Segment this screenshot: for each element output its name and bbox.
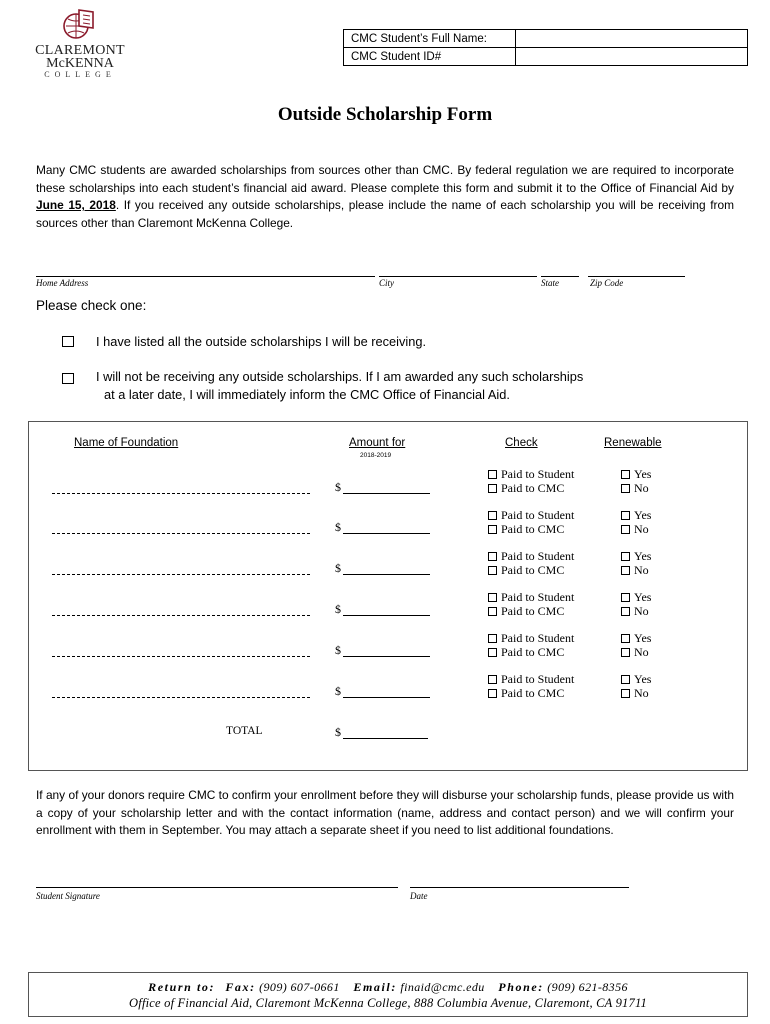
foundations-table [28, 421, 748, 771]
paid-to-cmc-checkbox[interactable] [488, 484, 497, 493]
paid-to-student-label: Paid to Student [501, 672, 575, 686]
date-field[interactable] [410, 887, 629, 888]
foundation-name-field[interactable] [52, 697, 310, 698]
paid-to-student-label: Paid to Student [501, 508, 575, 522]
total-amount-field[interactable] [343, 738, 428, 739]
paid-to-student-checkbox[interactable] [488, 634, 497, 643]
renewable-no-option[interactable] [621, 563, 649, 577]
office-address: Office of Financial Aid, Claremont McKenna College, 888 Columbia Avenue, Claremont, CA 91711 [129, 996, 647, 1010]
deadline-date: June 15, 2018 [36, 198, 116, 213]
amount-field[interactable] [343, 574, 430, 575]
renewable-no-label: No [634, 686, 649, 700]
paid-to-cmc-checkbox[interactable] [488, 607, 497, 616]
foundation-name-field[interactable] [52, 574, 310, 575]
paid-to-cmc-label: Paid to CMC [501, 604, 565, 618]
dollar-sign: $ [335, 602, 341, 616]
fax-label: Fax: [225, 980, 256, 994]
paid-to-student-label: Paid to Student [501, 549, 575, 563]
paid-to-cmc-option[interactable] [488, 481, 564, 495]
amount-field[interactable] [343, 615, 430, 616]
header-foundation: Name of Foundation [74, 437, 179, 449]
renewable-yes-label: Yes [634, 508, 652, 522]
renewable-yes-label: Yes [634, 631, 652, 645]
foundation-name-field[interactable] [52, 493, 310, 494]
renewable-yes-checkbox[interactable] [621, 470, 630, 479]
paid-to-cmc-option[interactable] [488, 686, 564, 700]
donor-note-paragraph: If any of your donors require CMC to confirm your enrollment before they will disburse your scholarship funds, please provide us with a copy of your scholarship letter and with the contact information (name, address and contact person) and we will confirm your enrollment with them in September. You may attach a separate sheet if you need to list additional foundations. [36, 788, 734, 838]
paid-to-student-label: Paid to Student [501, 467, 575, 481]
check-one-prompt: Please check one: [36, 298, 147, 313]
state-label: State [541, 278, 559, 288]
renewable-no-option[interactable] [621, 481, 649, 495]
college-crest-icon [60, 6, 100, 42]
dollar-sign: $ [335, 480, 341, 494]
paid-to-cmc-label: Paid to CMC [501, 686, 565, 700]
header-renewable: Renewable [604, 437, 662, 449]
logo-line-3: COLLEGE [44, 70, 116, 79]
paid-to-cmc-label: Paid to CMC [501, 522, 565, 536]
paid-to-cmc-option[interactable] [488, 563, 564, 577]
paid-to-cmc-checkbox[interactable] [488, 689, 497, 698]
renewable-no-option[interactable] [621, 604, 649, 618]
renewable-yes-option[interactable] [621, 508, 651, 522]
renewable-no-checkbox[interactable] [621, 607, 630, 616]
email-address[interactable]: finaid@cmc.edu [400, 980, 485, 994]
option-none-checkbox[interactable] [62, 373, 74, 384]
home-address-label: Home Address [36, 278, 89, 288]
dollar-sign: $ [335, 684, 341, 698]
renewable-no-label: No [634, 481, 649, 495]
header-check: Check [505, 437, 538, 449]
header-amount-year: 2018-2019 [360, 452, 392, 459]
paid-to-cmc-label: Paid to CMC [501, 563, 565, 577]
renewable-yes-label: Yes [634, 590, 652, 604]
paid-to-student-option[interactable] [488, 508, 574, 522]
contact-line [29, 979, 747, 995]
dollar-sign: $ [335, 520, 341, 534]
paid-to-student-label: Paid to Student [501, 631, 575, 645]
renewable-yes-option[interactable] [621, 467, 651, 481]
header-amount: Amount for [349, 437, 406, 449]
foundation-name-field[interactable] [52, 533, 310, 534]
dollar-sign: $ [335, 643, 341, 657]
paid-to-cmc-checkbox[interactable] [488, 648, 497, 657]
amount-field[interactable] [343, 493, 430, 494]
fax-number: (909) 607-0661 [259, 980, 340, 994]
email-label: Email: [353, 980, 397, 994]
renewable-no-checkbox[interactable] [621, 689, 630, 698]
renewable-no-checkbox[interactable] [621, 484, 630, 493]
paid-to-cmc-label: Paid to CMC [501, 481, 565, 495]
logo-line-2: McKENNA [46, 56, 114, 71]
foundation-name-field[interactable] [52, 615, 310, 616]
intro-paragraph [36, 162, 734, 232]
paid-to-cmc-option[interactable] [488, 522, 564, 536]
student-signature-label: Student Signature [36, 891, 100, 901]
student-signature-field[interactable] [36, 887, 398, 888]
renewable-yes-option[interactable] [621, 590, 651, 604]
renewable-no-checkbox[interactable] [621, 566, 630, 575]
zip-code-field[interactable] [588, 276, 685, 277]
intro-text-after: . If you received any outside scholarships, please include the name of each scholarship you will be receiving from sources other than Claremont McKenna College. [36, 198, 734, 230]
paid-to-student-checkbox[interactable] [488, 593, 497, 602]
renewable-yes-option[interactable] [621, 631, 651, 645]
paid-to-student-option[interactable] [488, 590, 574, 604]
renewable-yes-checkbox[interactable] [621, 552, 630, 561]
renewable-yes-option[interactable] [621, 549, 651, 563]
state-field[interactable] [541, 276, 579, 277]
total-label: TOTAL [226, 725, 263, 737]
college-logo [34, 6, 126, 84]
renewable-yes-checkbox[interactable] [621, 511, 630, 520]
zip-code-label: Zip Code [590, 278, 624, 288]
paid-to-student-checkbox[interactable] [488, 552, 497, 561]
student-id-label: CMC Student ID# [344, 48, 516, 66]
paid-to-student-label: Paid to Student [501, 590, 575, 604]
student-id-field[interactable] [516, 48, 748, 66]
logo-line-1: CLAREMONT [35, 43, 125, 58]
phone-label: Phone: [498, 980, 544, 994]
renewable-no-checkbox[interactable] [621, 648, 630, 657]
foundation-name-field[interactable] [52, 656, 310, 657]
renewable-yes-checkbox[interactable] [621, 675, 630, 684]
renewable-yes-checkbox[interactable] [621, 593, 630, 602]
renewable-no-label: No [634, 563, 649, 577]
form-title: Outside Scholarship Form [277, 104, 493, 125]
option-listed-label: I have listed all the outside scholarships I will be receiving. [96, 334, 427, 349]
option-none-label-cont: at a later date, I will immediately inform the CMC Office of Financial Aid. [104, 387, 510, 402]
renewable-yes-option[interactable] [621, 672, 651, 686]
renewable-no-label: No [634, 645, 649, 659]
total-dollar-sign: $ [335, 725, 341, 739]
renewable-yes-label: Yes [634, 672, 652, 686]
amount-field[interactable] [343, 656, 430, 657]
paid-to-student-checkbox[interactable] [488, 675, 497, 684]
renewable-no-checkbox[interactable] [621, 525, 630, 534]
renewable-yes-label: Yes [634, 467, 652, 481]
student-info-table [343, 29, 748, 66]
paid-to-student-option[interactable] [488, 631, 574, 645]
paid-to-cmc-option[interactable] [488, 645, 564, 659]
student-name-label: CMC Student’s Full Name: [344, 30, 516, 48]
renewable-no-label: No [634, 604, 649, 618]
paid-to-student-checkbox[interactable] [488, 511, 497, 520]
city-label: City [379, 278, 394, 288]
paid-to-cmc-checkbox[interactable] [488, 525, 497, 534]
home-address-field[interactable] [36, 276, 375, 277]
paid-to-cmc-checkbox[interactable] [488, 566, 497, 575]
option-listed-checkbox[interactable] [62, 336, 74, 347]
phone-number: (909) 621-8356 [547, 980, 628, 994]
renewable-yes-label: Yes [634, 549, 652, 563]
return-to-box [28, 972, 748, 1017]
paid-to-student-option[interactable] [488, 672, 574, 686]
paid-to-student-option[interactable] [488, 467, 574, 481]
city-field[interactable] [379, 276, 537, 277]
paid-to-cmc-label: Paid to CMC [501, 645, 565, 659]
amount-field[interactable] [343, 533, 430, 534]
return-to-label: Return to: [148, 980, 216, 994]
option-none-label: I will not be receiving any outside scholarships. If I am awarded any such scholarships [96, 369, 584, 384]
amount-field[interactable] [343, 697, 430, 698]
renewable-no-option[interactable] [621, 686, 649, 700]
paid-to-student-option[interactable] [488, 549, 574, 563]
paid-to-cmc-option[interactable] [488, 604, 564, 618]
paid-to-student-checkbox[interactable] [488, 470, 497, 479]
renewable-no-option[interactable] [621, 522, 649, 536]
student-name-field[interactable] [516, 30, 748, 48]
intro-text-before: Many CMC students are awarded scholarships from sources other than CMC. By federal regulation we are required to incorporate these scholarships into each student’s financial aid award. Please complete this form and submit it to the Office of Financial Aid by [36, 163, 734, 195]
dollar-sign: $ [335, 561, 341, 575]
renewable-no-option[interactable] [621, 645, 649, 659]
date-label: Date [410, 891, 428, 901]
renewable-yes-checkbox[interactable] [621, 634, 630, 643]
renewable-no-label: No [634, 522, 649, 536]
